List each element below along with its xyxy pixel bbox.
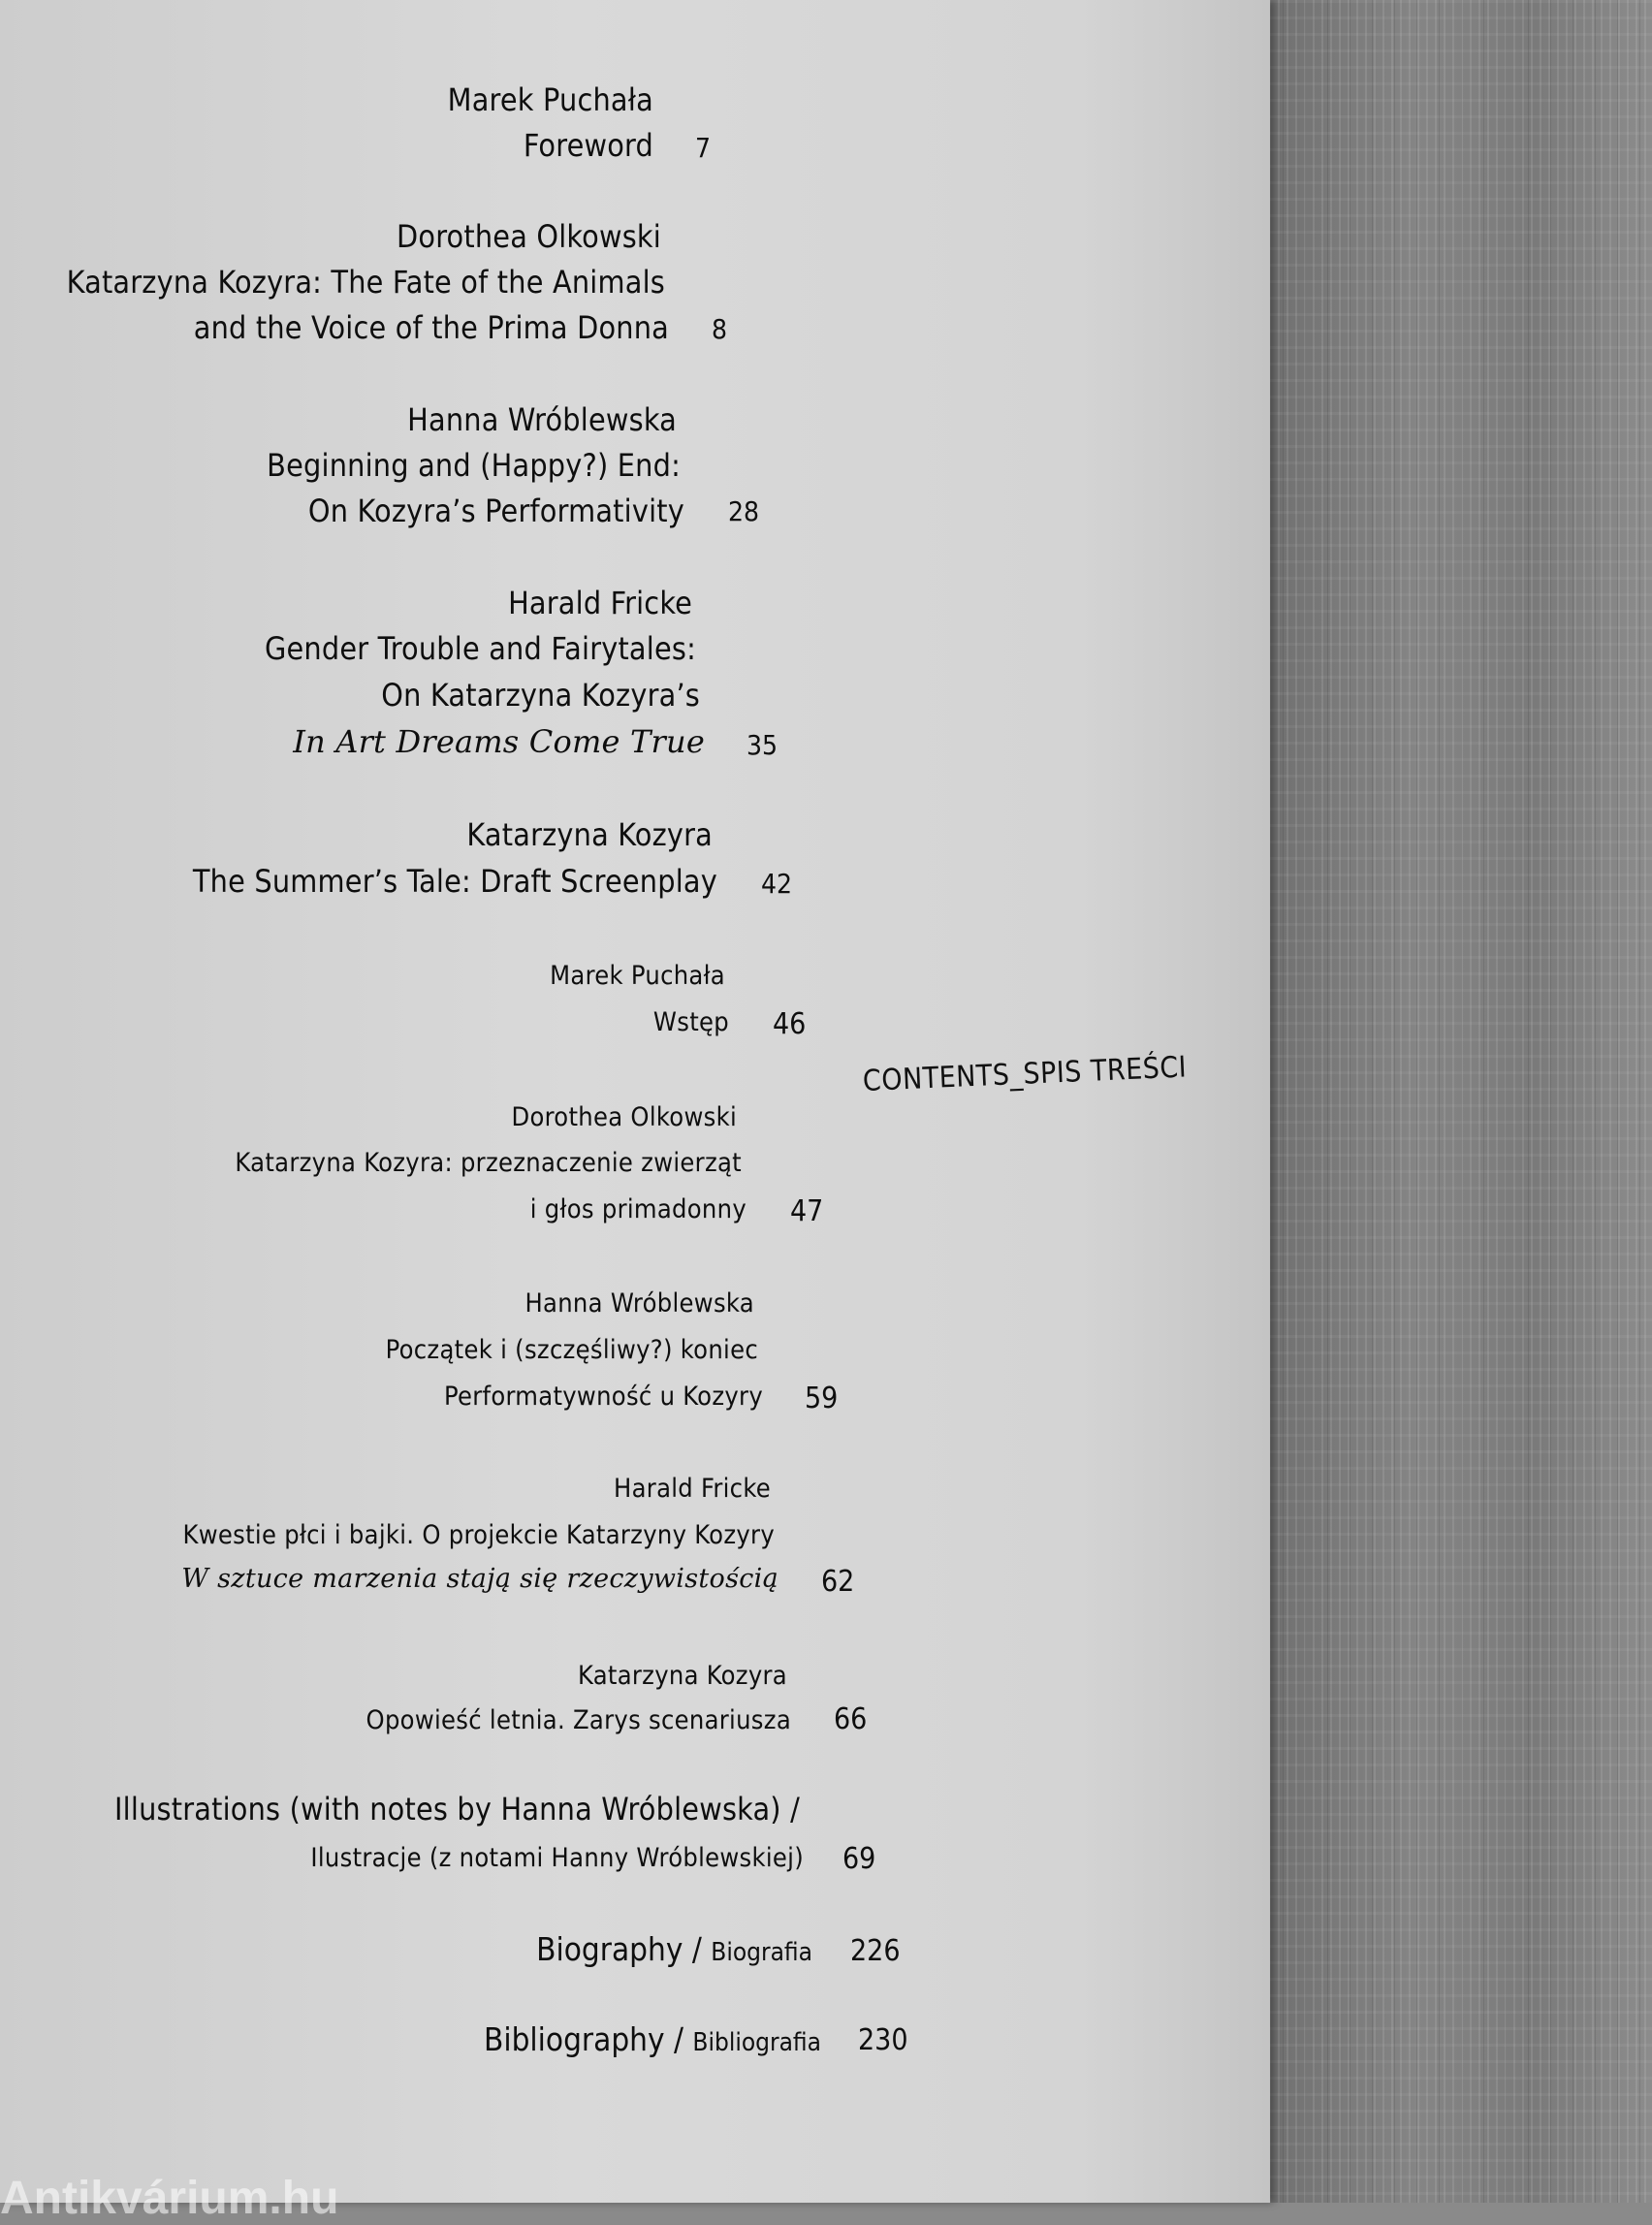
entry-page-number: 59 bbox=[805, 1382, 839, 1415]
contents-heading: CONTENTS_SPIS TREŚCI bbox=[862, 1050, 1188, 1098]
watermark: Antikvárium.hu bbox=[0, 2173, 339, 2224]
entry-title: Foreword bbox=[523, 127, 653, 164]
bibliography-page-number: 230 bbox=[858, 2023, 908, 2057]
wood-background bbox=[1260, 0, 1652, 2203]
bibliography-title-pl: Bibliografia bbox=[692, 2028, 821, 2057]
entry-title: Katarzyna Kozyra: The Fate of the Animals bbox=[66, 264, 665, 301]
entry-title: Opowieść letnia. Zarys scenariusza bbox=[365, 1705, 791, 1735]
entry-page-number: 35 bbox=[747, 729, 778, 761]
separator: / bbox=[664, 2020, 693, 2058]
biography-title-en: Biography bbox=[536, 1930, 683, 1968]
bibliography-title-en: Bibliography bbox=[483, 2020, 665, 2058]
entry-page-number: 66 bbox=[834, 1702, 868, 1736]
entry-author: Harald Fricke bbox=[614, 1474, 771, 1504]
entry-title-italic: W sztuce marzenia stają się rzeczywistością bbox=[181, 1564, 778, 1594]
entry-title: Początek i (szczęśliwy?) koniec bbox=[385, 1335, 758, 1365]
entry-page-number: 42 bbox=[761, 868, 793, 900]
entry-author: Harald Fricke bbox=[508, 585, 692, 621]
entry-author: Marek Puchała bbox=[550, 961, 725, 991]
illustrations-page-number: 69 bbox=[842, 1842, 876, 1876]
entry-page-number: 28 bbox=[728, 495, 760, 527]
biography-title bbox=[536, 1930, 812, 1968]
separator: / bbox=[683, 1930, 712, 1968]
entry-title: The Summer’s Tale: Draft Screenplay bbox=[192, 863, 717, 900]
entry-author: Hanna Wróblewska bbox=[407, 401, 677, 438]
entry-author: Dorothea Olkowski bbox=[511, 1102, 737, 1132]
biography-page-number: 226 bbox=[850, 1934, 901, 1968]
entry-title: Kwestie płci i bajki. O projekcie Katarzyny Kozyry bbox=[182, 1520, 775, 1550]
entry-page-number: 46 bbox=[773, 1007, 807, 1041]
illustrations-title: Illustrations (with notes by Hanna Wróblewska) / bbox=[114, 1791, 800, 1828]
entry-author: Katarzyna Kozyra bbox=[577, 1661, 787, 1691]
entry-title-italic: In Art Dreams Come True bbox=[293, 723, 705, 760]
entry-page-number: 62 bbox=[821, 1565, 855, 1599]
entry-page-number: 8 bbox=[712, 313, 728, 345]
entry-title: On Kozyra’s Performativity bbox=[307, 493, 684, 529]
entry-title: Beginning and (Happy?) End: bbox=[267, 447, 681, 484]
entry-title: Performatywność u Kozyry bbox=[443, 1382, 763, 1412]
entry-author: Hanna Wróblewska bbox=[524, 1288, 754, 1319]
entry-title: i głos primadonny bbox=[529, 1194, 747, 1224]
entry-title: Wstęp bbox=[652, 1007, 729, 1037]
entry-page-number: 47 bbox=[790, 1194, 824, 1228]
bibliography-title bbox=[484, 2020, 821, 2058]
biography-title-pl: Biografia bbox=[711, 1938, 812, 1967]
entry-author: Katarzyna Kozyra bbox=[466, 816, 713, 853]
entry-title: Katarzyna Kozyra: przeznaczenie zwierząt bbox=[235, 1148, 742, 1178]
entry-title: Gender Trouble and Fairytales: bbox=[264, 630, 696, 667]
entry-author: Dorothea Olkowski bbox=[397, 218, 661, 255]
entry-title: On Katarzyna Kozyra’s bbox=[381, 677, 700, 714]
entry-title: and the Voice of the Prima Donna bbox=[193, 309, 669, 346]
entry-page-number: 7 bbox=[695, 132, 712, 164]
illustrations-title-pl: Ilustracje (z notami Hanny Wróblewskiej) bbox=[310, 1843, 804, 1873]
entry-author: Marek Puchała bbox=[447, 81, 653, 118]
